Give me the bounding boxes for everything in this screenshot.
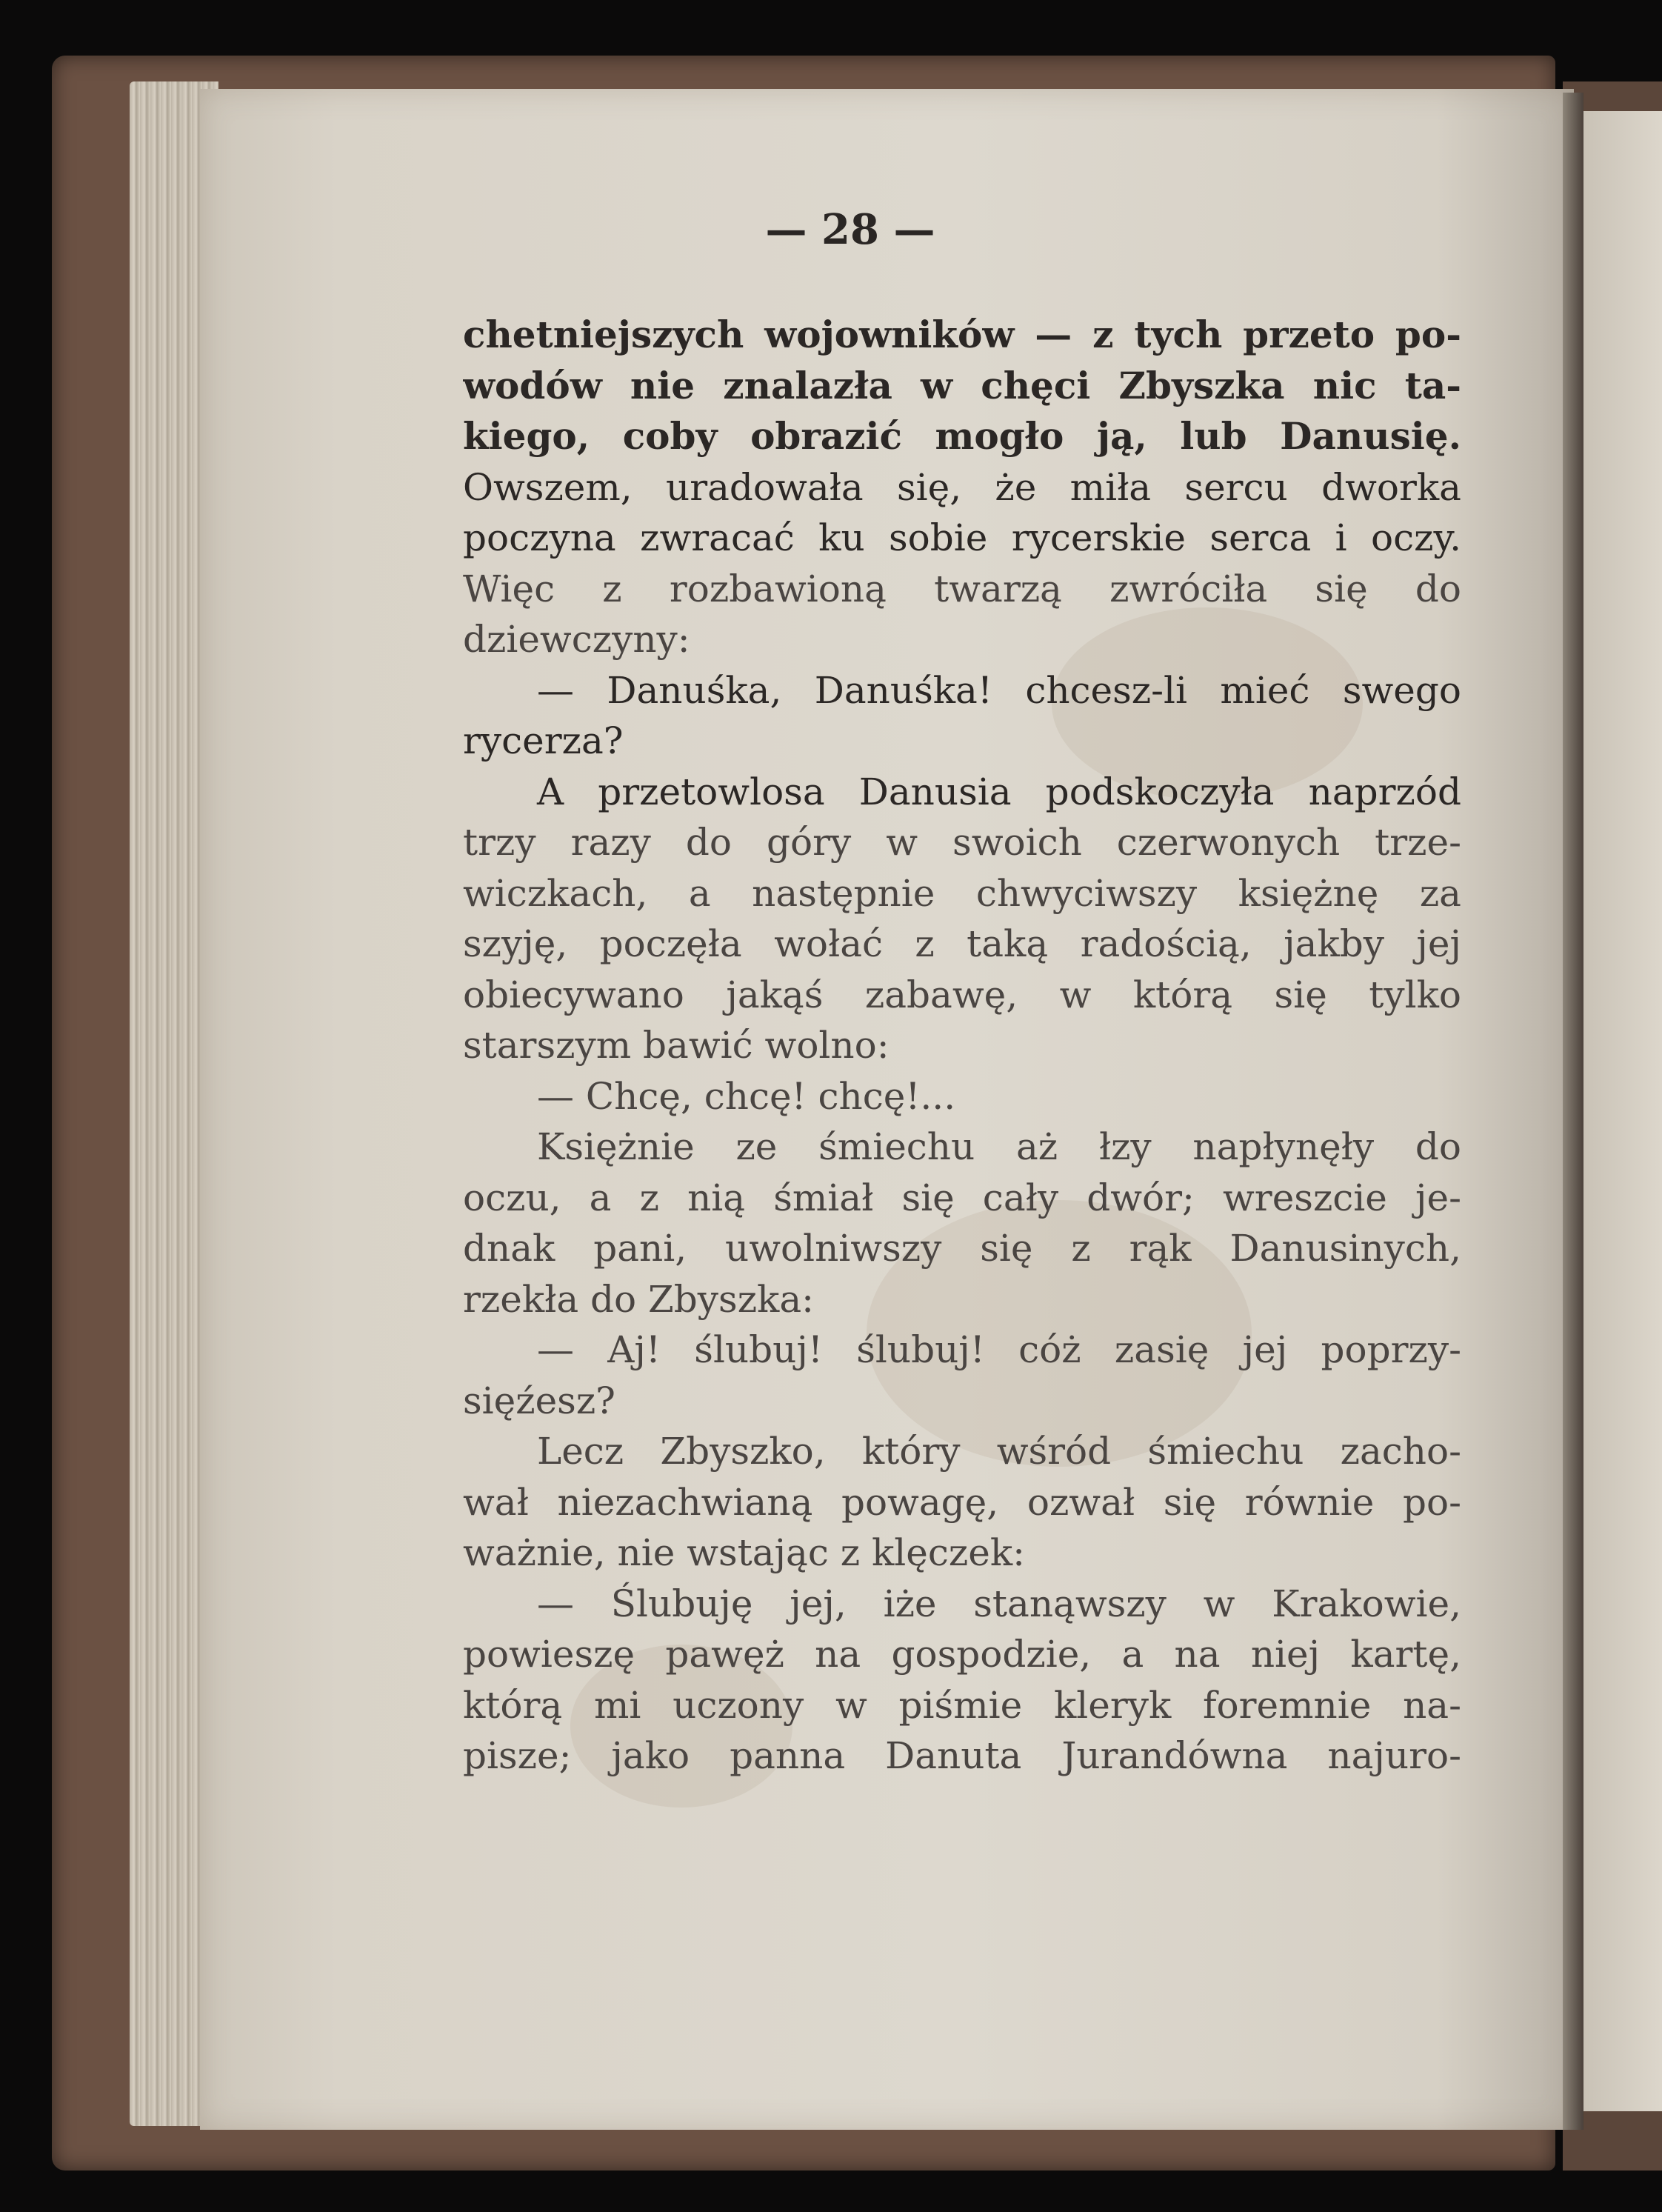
book-gutter [1563,93,1583,2130]
text-line: kiego, coby obrazić mogło ją, lub Danusię. [463,414,1461,458]
text-line: Owszem, uradowała się, że miła sercu dworka [463,465,1461,509]
text-line: pisze; jako panna Danuta Jurandówna najuro- [463,1734,1461,1777]
text-line: chetniejszych wojowników — z tych przeto po- [463,313,1461,356]
text-line: Księżnie ze śmiechu aż łzy napłynęły do [537,1125,1461,1168]
text-line: — Danuśka, Danuśka! chcesz-li mieć swego [537,668,1461,712]
text-line: trzy razy do góry w swoich czerwonych trze- [463,821,1461,864]
text-line: którą mi uczony w piśmie kleryk foremnie na- [463,1683,1461,1727]
text-line: wiczkach, a następnie chwyciwszy księżnę za [463,871,1461,915]
text-line: szyję, poczęła wołać z taką radością, jakby jej [463,922,1461,965]
text-line: dziewczyny: [463,618,690,661]
text-line: obiecywano jakąś zabawę, w którą się tylko [463,973,1461,1016]
text-line: oczu, a z nią śmiał się cały dwór; wreszcie je- [463,1176,1461,1219]
body-text [463,310,1461,1782]
text-line: rzekła do Zbyszka: [463,1277,814,1321]
text-line: rycerza? [463,719,624,762]
text-line: wodów nie znalazła w chęci Zbyszka nic ta- [463,363,1461,407]
text-line: poczyna zwracać ku sobie rycerskie serca i oczy. [463,516,1461,559]
text-line: — Ślubuję jej, iże stanąwszy w Krakowie, [537,1582,1461,1625]
text-line: powieszę pawęż na gospodzie, a na niej kartę, [463,1633,1461,1676]
text-line: sięźesz? [463,1379,615,1422]
text-line: A przetowlosa Danusia podskoczyła naprzód [537,770,1461,813]
text-line: ważnie, nie wstając z klęczek: [463,1531,1025,1574]
text-line: dnak pani, uwolniwszy się z rąk Danusinych, [463,1227,1461,1270]
page-number: — 28 — [765,205,935,254]
text-line: Więc z rozbawioną twarzą zwróciła się do [463,567,1461,610]
text-line: — Aj! ślubuj! ślubuj! cóż zasię jej poprzy- [537,1328,1461,1371]
text-line: — Chcę, chcę! chcę!... [537,1074,956,1118]
text-line: Lecz Zbyszko, który wśród śmiechu zacho- [537,1430,1461,1473]
facing-page-edge [1583,111,1662,2111]
text-line: starszym bawić wolno: [463,1024,890,1067]
text-line: wał niezachwianą powagę, ozwał się równie po- [463,1480,1461,1524]
